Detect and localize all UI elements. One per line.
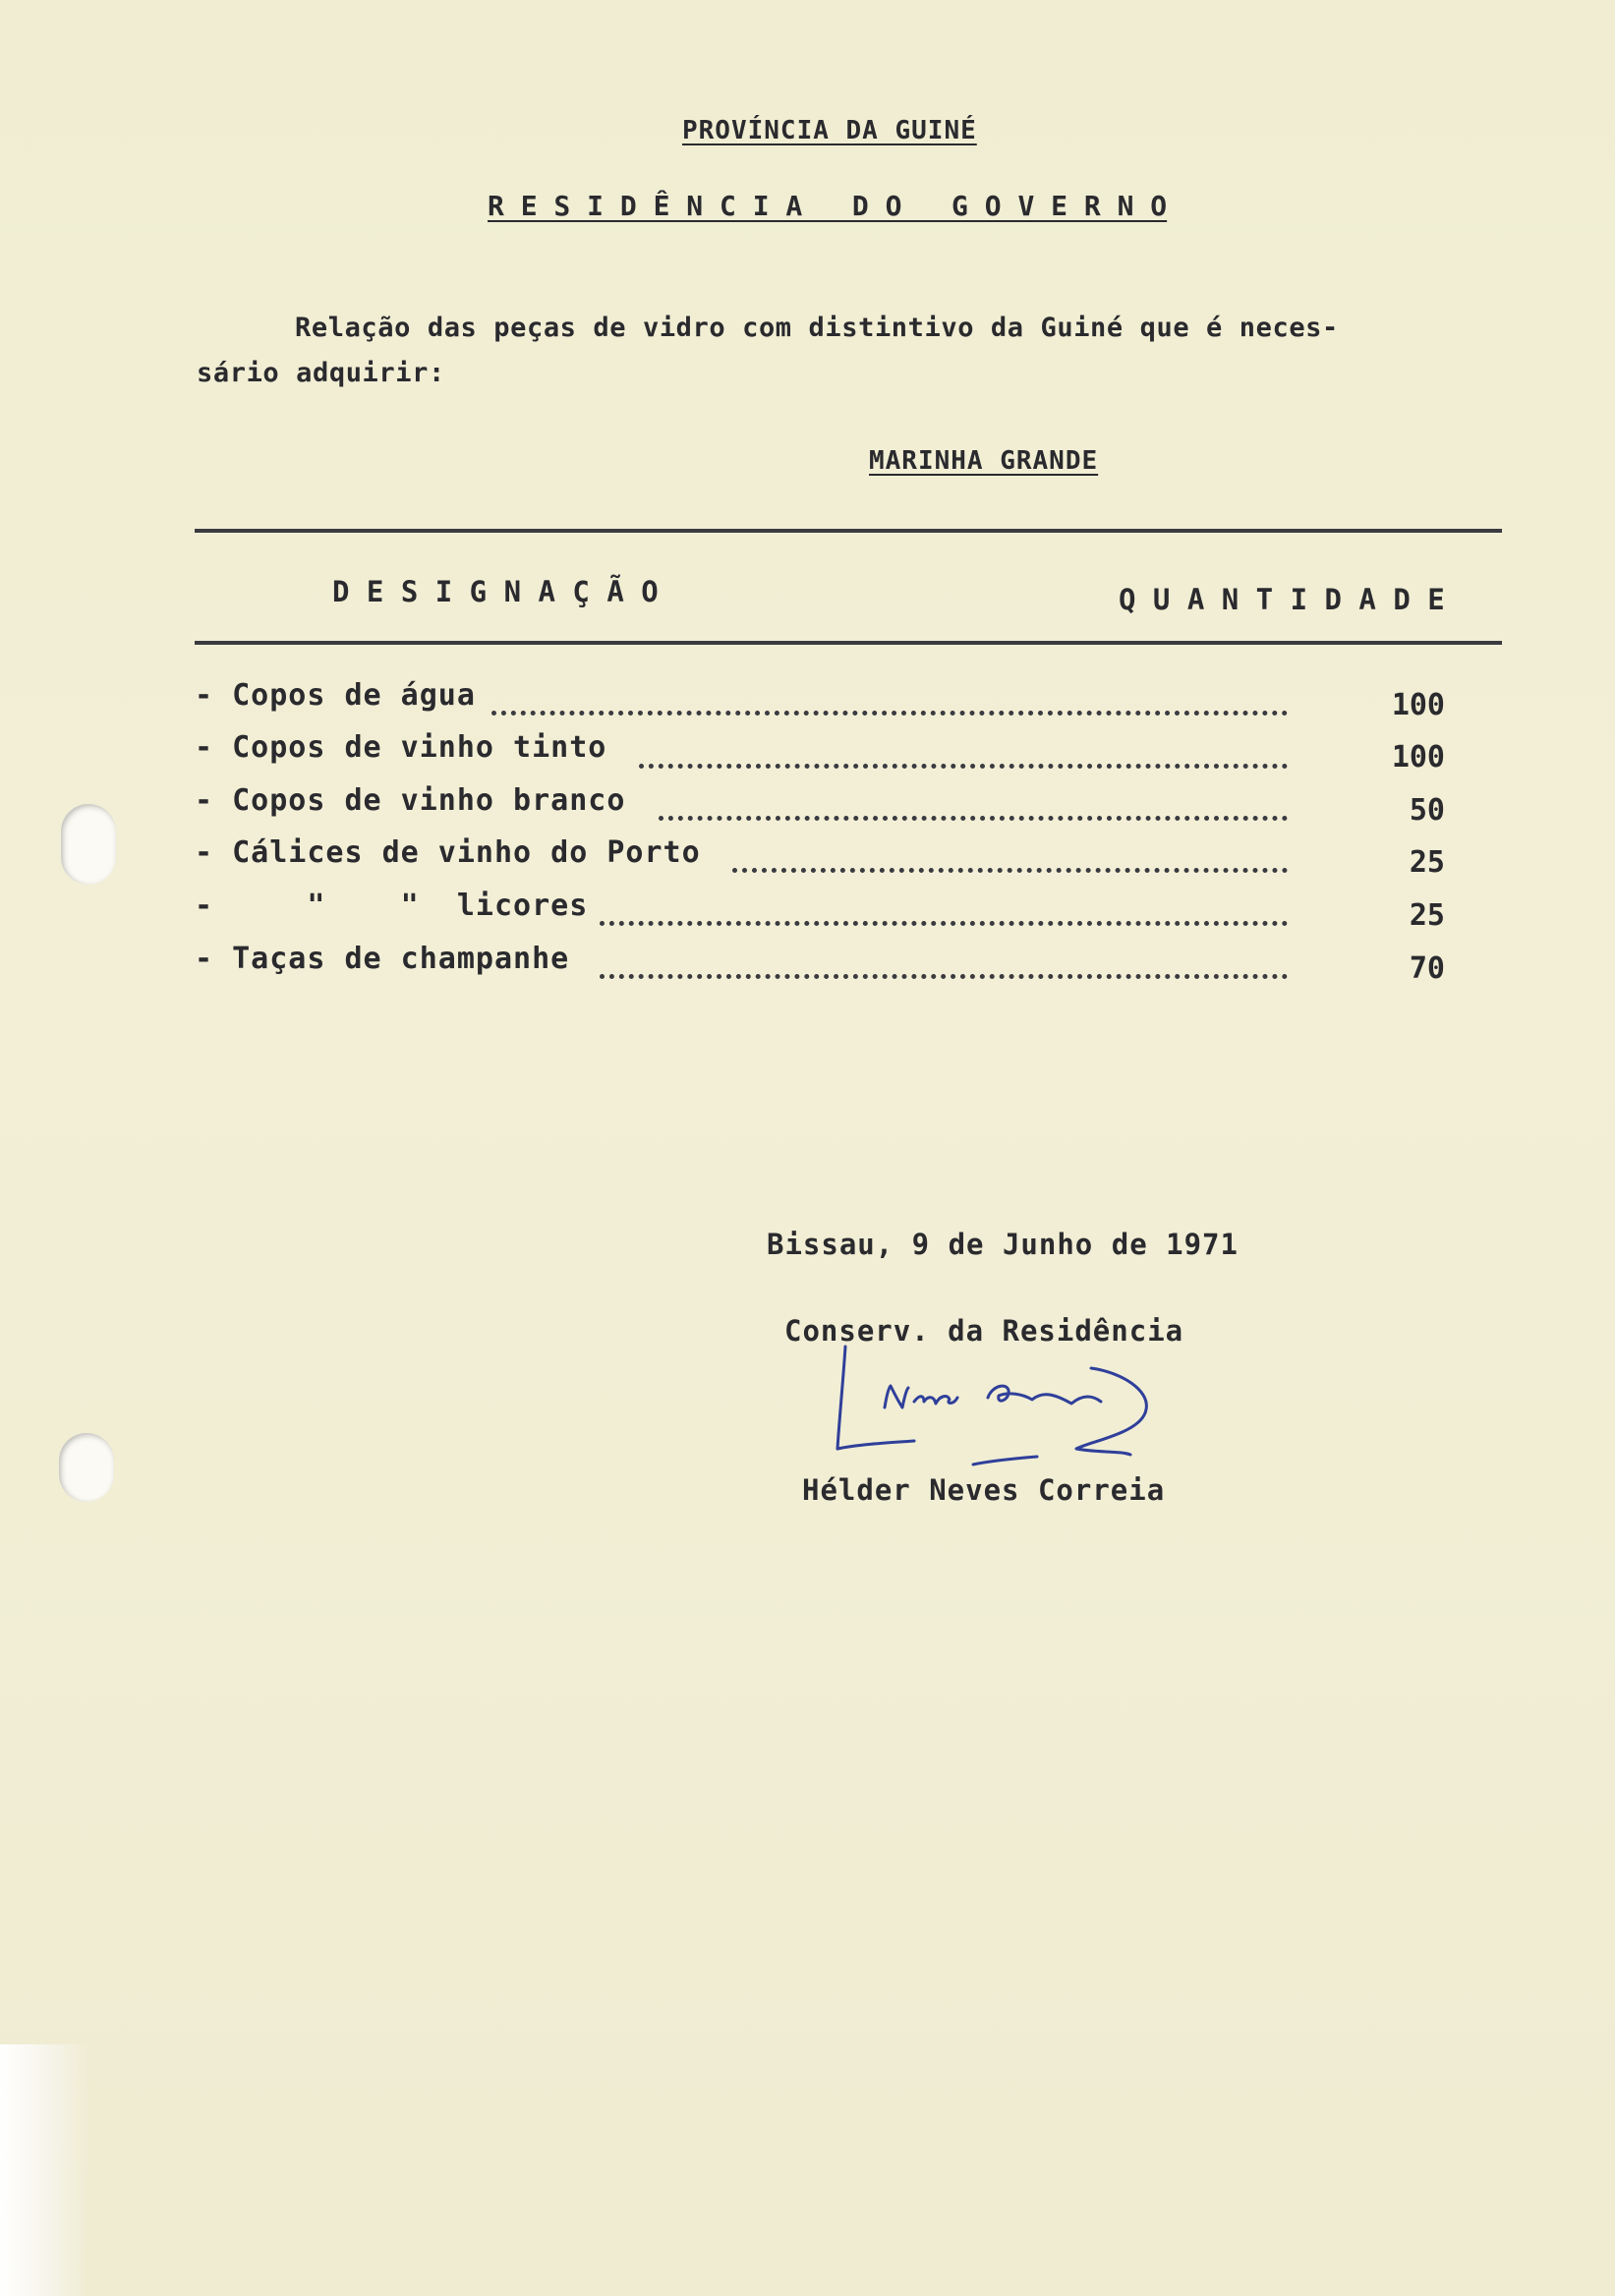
dot-leader xyxy=(732,843,1288,873)
punch-hole-top xyxy=(61,804,116,885)
page-edge-shadow xyxy=(0,2044,88,2296)
column-header-designation: D E S I G N A Ç Ã O xyxy=(332,575,659,608)
dot-leader xyxy=(491,686,1288,716)
item-quantity: 100 xyxy=(1391,740,1445,775)
table-rule-bottom xyxy=(195,641,1502,645)
table-rule-top xyxy=(195,529,1502,533)
item-label: - Copos de água xyxy=(195,678,476,713)
signatory-role: Conserv. da Residência xyxy=(784,1314,1184,1348)
handwritten-signature xyxy=(826,1339,1219,1486)
supplier-name: MARINHA GRANDE xyxy=(869,446,1099,476)
dot-leader xyxy=(659,791,1288,821)
item-label: - Copos de vinho branco xyxy=(195,783,626,818)
item-label: - " " licores xyxy=(195,889,589,923)
item-quantity: 100 xyxy=(1391,688,1445,722)
dot-leader xyxy=(639,739,1288,769)
item-quantity: 70 xyxy=(1409,951,1445,986)
item-label: - Cálices de vinho do Porto xyxy=(195,835,701,870)
item-label: - Copos de vinho tinto xyxy=(195,730,607,765)
header-province: PROVÍNCIA DA GUINÉ xyxy=(682,116,977,145)
column-header-quantity: Q U A N T I D A D E xyxy=(1119,583,1445,616)
header-residence: R E S I D Ê N C I A D O G O V E R N O xyxy=(488,190,1168,222)
intro-line-2: sário adquirir: xyxy=(197,358,445,388)
item-quantity: 50 xyxy=(1409,793,1445,828)
place-date: Bissau, 9 de Junho de 1971 xyxy=(767,1228,1239,1261)
item-quantity: 25 xyxy=(1409,898,1445,933)
intro-line-1: Relação das peças de vidro com distintivo da Guiné que é neces- xyxy=(295,313,1339,343)
item-quantity: 25 xyxy=(1409,845,1445,880)
punch-hole-bottom xyxy=(59,1433,114,1502)
signatory-name: Hélder Neves Correia xyxy=(802,1473,1166,1507)
item-label: - Taças de champanhe xyxy=(195,942,570,976)
dot-leader xyxy=(600,949,1288,979)
dot-leader xyxy=(600,896,1288,926)
